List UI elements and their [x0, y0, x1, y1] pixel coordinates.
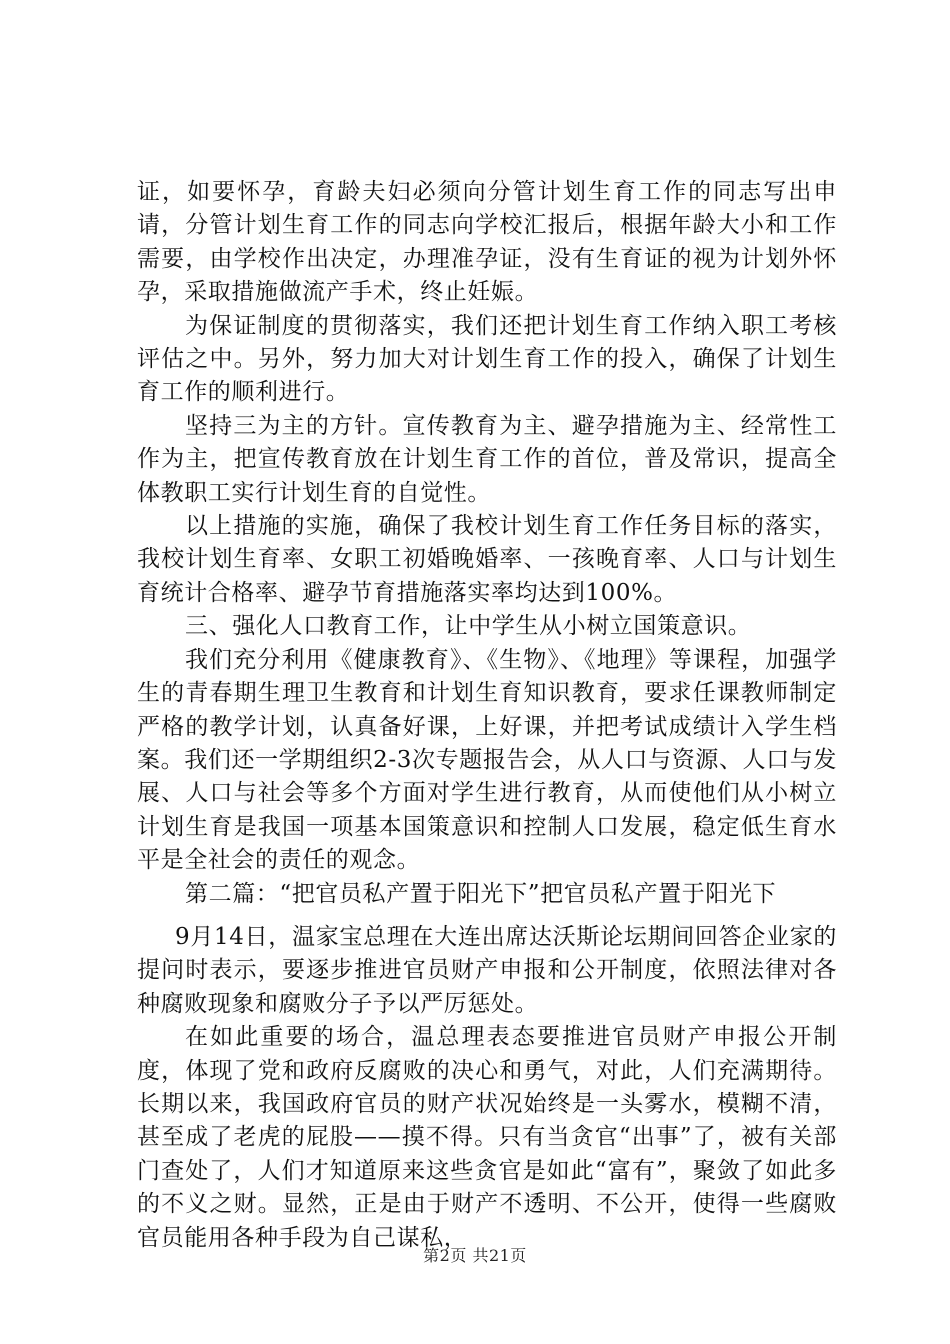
paragraph-three-principles: 坚持三为主的方针。宣传教育为主、避孕措施为主、经常性工作为主，把宣传教育放在计划生育工作的首位，普及常识，提高全体教职工实行计划生育的自觉性。 [137, 412, 837, 506]
article-title-second: 第二篇：“把官员私产置于阳光下”把官员私产置于阳光下 [185, 880, 777, 907]
document-body [137, 176, 837, 1255]
paragraph-system-implementation: 为保证制度的贯彻落实，我们还把计划生育工作纳入职工考核评估之中。另外，努力加大对计划生育工作的投入，确保了计划生育工作的顺利进行。 [137, 312, 837, 406]
page-number-footer: 第2页 共21页 [423, 1246, 527, 1265]
paragraph-results: 以上措施的实施，确保了我校计划生育工作任务目标的落实，我校计划生育率、女职工初婚晚婚率、一孩晚育率、人口与计划生育统计合格率、避孕节育措施落实率均达到100%。 [137, 513, 837, 606]
paragraph-courses: 我们充分利用《健康教育》、《生物》、《地理》等课程，加强学生的青春期生理卫生教育和计划生育知识教育，要求任课教师制定严格的教学计划，认真备好课，上好课，并把考试成绩计入学生档案。我们还一学期组织2-3次专题报告会，从人口与资源、人口与发展、人口与社会等多个方面对学生进行教育，从而使他们从小树立计划生育是我国一项基本国策意识和控制人口发展，稳定低生育水平是全社会的责任的观念。 [137, 646, 837, 874]
paragraph-important-occasion: 在如此重要的场合，温总理表态要推进官员财产申报公开制度，体现了党和政府反腐败的决心和勇气，对此，人们充满期待。长期以来，我国政府官员的财产状况始终是一头雾水，模糊不清，甚至成了老虎的屁股——摸不得。只有当贪官“出事”了，被有关部门查处了，人们才知道原来这些贪官是如此“富有”，聚敛了如此多的不义之财。显然，正是由于财产不透明、不公开，使得一些腐败官员能用各种手段为自己谋私， [137, 1024, 837, 1251]
paragraph-continuation: 证，如要怀孕，育龄夫妇必须向分管计划生育工作的同志写出申请，分管计划生育工作的同志向学校汇报后，根据年龄大小和工作需要，由学校作出决定，办理准孕证，没有生育证的视为计划外怀孕，采取措施做流产手术，终止妊娠。 [137, 179, 837, 306]
section-heading-population-education: 三、强化人口教育工作，让中学生从小树立国策意识。 [185, 613, 752, 640]
paragraph-sept-14: 9月14日，温家宝总理在大连出席达沃斯论坛期间回答企业家的提问时表示，要逐步推进官员财产申报和公开制度，依照法律对各种腐败现象和腐败分子予以严厉惩处。 [137, 923, 837, 1017]
